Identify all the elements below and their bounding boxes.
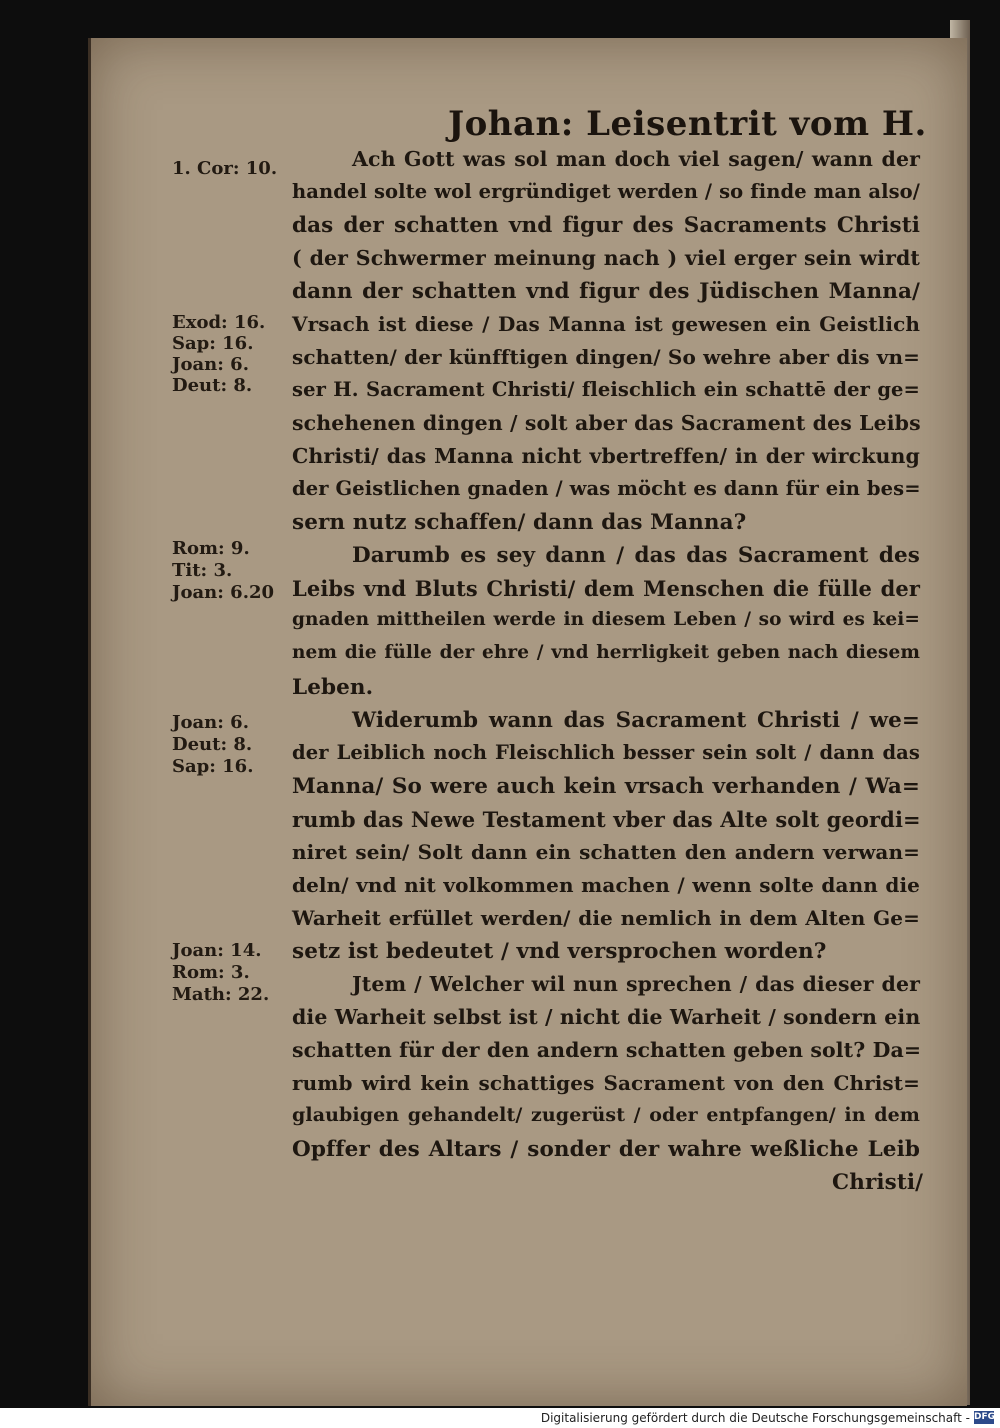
running-header: Johan: Leisentrit vom H. (448, 104, 927, 144)
text-line: der Leiblich noch Fleischlich besser sein solt / dann das (292, 741, 920, 764)
margin-note: Joan: 14. (172, 940, 262, 961)
text-line: glaubigen gehandelt/ zugerüst / oder entpfangen/ in dem (292, 1104, 920, 1126)
margin-note: Rom: 3. (172, 962, 250, 983)
margin-note: Rom: 9. (172, 538, 250, 559)
margin-note: Deut: 8. (172, 734, 253, 755)
margin-note: Exod: 16. (172, 312, 266, 333)
text-line: Leben. (292, 675, 374, 700)
text-line: die Warheit selbst ist / nicht die Warheit / sondern ein (292, 1005, 921, 1029)
text-line: das der schatten vnd figur des Sacraments Christi (292, 213, 920, 238)
text-line: sern nutz schaffen/ dann das Manna? (292, 510, 747, 535)
text-line: rumb wird kein schattiges Sacrament von den Christ= (292, 1071, 920, 1095)
footer-bar (0, 1408, 1000, 1428)
text-line: der Geistlichen gnaden / was möcht es dann für ein bes= (292, 477, 921, 500)
margin-note: Joan: 6. (172, 354, 249, 375)
margin-note: Sap: 16. (172, 756, 254, 777)
text-line: Warheit erfüllet werden/ die nemlich in dem Alten Ge= (292, 906, 920, 930)
text-line: ser H. Sacrament Christi/ fleischlich ein schattē der ge= (292, 378, 920, 401)
text-line: dann der schatten vnd figur des Jüdischen Manna/ (292, 279, 920, 304)
text-line: Manna/ So were auch kein vrsach verhanden / Wa= (292, 774, 920, 799)
footer-credit: Digitalisierung gefördert durch die Deutsche Forschungsgemeinschaft - (540, 1411, 970, 1425)
margin-note: 1. Cor: 10. (172, 158, 278, 179)
text-line: setz ist bedeutet / vnd versprochen worden? (292, 939, 827, 964)
margin-note: Deut: 8. (172, 375, 253, 396)
text-line: gnaden mittheilen werde in diesem Leben / so wird es kei= (292, 609, 920, 630)
text-line: rumb das Newe Testament vber das Alte solt geordi= (292, 807, 921, 832)
text-line: nem die fülle der ehre / vnd herrligkeit geben nach diesem (292, 642, 920, 663)
text-line: Opffer des Altars / sonder der wahre weßliche Leib (292, 1137, 920, 1162)
text-line: Darumb es sey dann / das das Sacrament des (352, 543, 920, 568)
catchword: Christi/ (832, 1170, 924, 1195)
text-line: Widerumb wann das Sacrament Christi / we= (352, 708, 920, 733)
text-line: Ach Gott was sol man doch viel sagen/ wann der (352, 147, 920, 171)
text-line: Christi/ das Manna nicht vbertreffen/ in der wirckung (292, 444, 920, 468)
margin-note: Joan: 6. (172, 712, 249, 733)
text-line: ( der Schwermer meinung nach ) viel erger sein wirdt (292, 246, 920, 270)
text-line: handel solte wol ergründiget werden / so finde man also/ (292, 180, 920, 203)
text-line: schehenen dingen / solt aber das Sacrament des Leibs (292, 411, 921, 435)
text-line: schatten für der den andern schatten geben solt? Da= (292, 1038, 922, 1062)
text-line: Vrsach ist diese / Das Manna ist gewesen ein Geistlich (292, 312, 920, 336)
text-line: schatten/ der künfftigen dingen/ So wehre aber dis vn= (292, 345, 920, 369)
margin-note: Tit: 3. (172, 560, 233, 581)
margin-note: Math: 22. (172, 984, 270, 1005)
margin-note: Joan: 6.20 (172, 582, 275, 603)
text-line: niret sein/ Solt dann ein schatten den andern verwan= (292, 840, 920, 864)
text-line: Jtem / Welcher wil nun sprechen / das dieser der (352, 972, 920, 996)
text-line: deln/ vnd nit volkommen machen / wenn solte dann die (292, 873, 920, 897)
margin-note: Sap: 16. (172, 333, 254, 354)
text-line: Leibs vnd Bluts Christi/ dem Menschen die fülle der (292, 576, 920, 601)
dfg-logo-icon: DFG (974, 1412, 996, 1422)
